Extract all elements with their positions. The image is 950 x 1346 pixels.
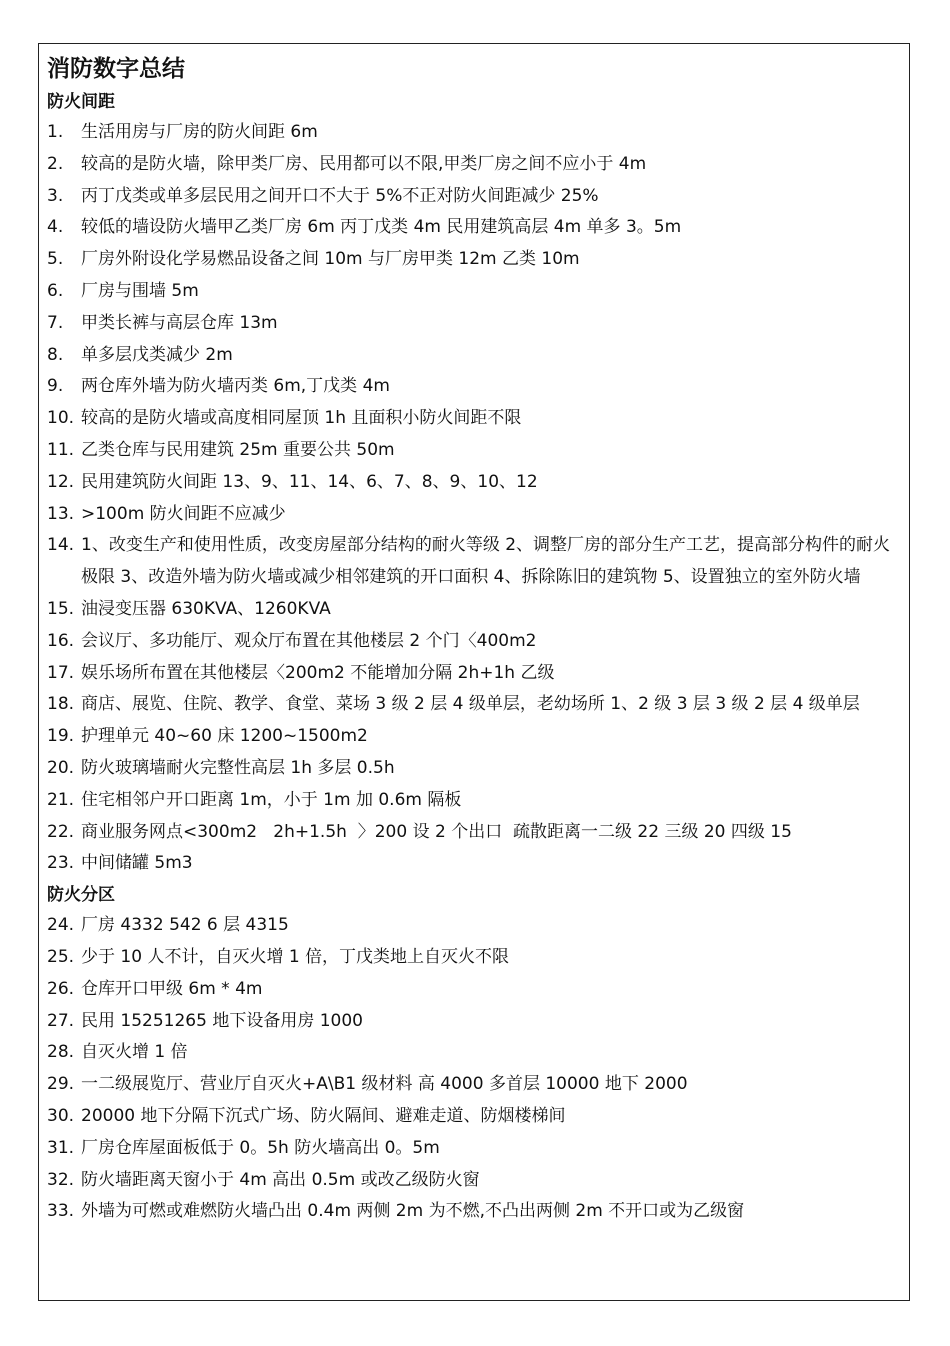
list-item-text: 生活用房与厂房的防火间距 6m bbox=[81, 122, 318, 142]
list-item bbox=[47, 1101, 899, 1133]
list-item bbox=[47, 848, 899, 880]
list-item bbox=[47, 212, 899, 244]
list-item bbox=[47, 1069, 899, 1101]
list-item-number: 7. bbox=[47, 312, 64, 333]
list-item-number: 21. bbox=[47, 789, 75, 810]
list-item-text: 厂房 4332 542 6 层 4315 bbox=[81, 915, 289, 936]
list-item-text: 防火墙距离天窗小于 4m 高出 0.5m 或改乙级防火窗 bbox=[81, 1169, 480, 1190]
list-item-text: 厂房外附设化学易燃品设备之间 10m 与厂房甲类 12m 乙类 10m bbox=[81, 249, 580, 270]
list-item-number: 29. bbox=[47, 1074, 75, 1095]
list-item bbox=[47, 1037, 899, 1069]
list-item bbox=[47, 1006, 899, 1038]
list-item-text: 娱乐场所布置在其他楼层〈200m2 不能增加分隔 2h+1h 乙级 bbox=[81, 662, 555, 683]
list-item-number: 28. bbox=[47, 1042, 75, 1063]
list-item-number: 15. bbox=[47, 598, 75, 619]
list-item bbox=[47, 785, 899, 817]
list-item-number: 2. bbox=[47, 153, 64, 174]
list-item bbox=[47, 340, 899, 372]
list-item-number: 9. bbox=[47, 376, 64, 397]
list-item-text: 油浸变压器 630KVA、1260KVA bbox=[81, 598, 331, 619]
list-item bbox=[47, 594, 899, 626]
list-item-text: 乙类仓库与民用建筑 25m 重要公共 50m bbox=[81, 439, 395, 460]
list-item bbox=[47, 942, 899, 974]
list-item-text: 厂房仓库屋面板低于 0。5h 防火墙高出 0。5m bbox=[81, 1137, 440, 1158]
list-item-text: 中间储罐 5m3 bbox=[81, 853, 193, 874]
list-item bbox=[47, 403, 899, 435]
list-item-number: 5. bbox=[47, 249, 64, 270]
list-item bbox=[47, 467, 899, 499]
list-item bbox=[47, 658, 899, 690]
list-item bbox=[47, 530, 899, 594]
list-item-number: 27. bbox=[47, 1010, 75, 1031]
list-item-number: 18. bbox=[47, 694, 75, 715]
list-item bbox=[47, 753, 899, 785]
list-item-number: 11. bbox=[47, 439, 75, 460]
list-item-text: >100m 防火间距不应减少 bbox=[81, 503, 286, 524]
list-item bbox=[47, 117, 899, 149]
list-item-number: 33. bbox=[47, 1201, 75, 1222]
list-item-text: 民用 15251265 地下设备用房 1000 bbox=[81, 1010, 364, 1031]
list-item bbox=[47, 181, 899, 213]
list-item bbox=[47, 626, 899, 658]
list-item-text: 少于 10 人不计，自灭火增 1 倍，丁戊类地上自灭火不限 bbox=[81, 946, 510, 967]
document-frame bbox=[38, 43, 910, 1301]
list-item-number: 25. bbox=[47, 946, 75, 967]
list-item-text: 护理单元 40~60 床 1200~1500m2 bbox=[81, 726, 368, 747]
list-item bbox=[47, 910, 899, 942]
list-item-number: 20. bbox=[47, 757, 75, 778]
list-item bbox=[47, 689, 899, 721]
list-item-number: 6. bbox=[47, 280, 64, 301]
list-item bbox=[47, 1133, 899, 1165]
list-item-text: 一二级展览厅、营业厅自灭火+A\B1 级材料 高 4000 多首层 10000 地下 2000 bbox=[81, 1074, 688, 1095]
list-item-text: 民用建筑防火间距 13、9、11、14、6、7、8、9、10、12 bbox=[81, 471, 538, 492]
list-item-text: 自灭火增 1 倍 bbox=[81, 1042, 188, 1063]
list-item-text: 住宅相邻户开口距离 1m，小于 1m 加 0.6m 隔板 bbox=[81, 789, 462, 810]
list-item-text: 外墙为可燃或难燃防火墙凸出 0.4m 两侧 2m 为不燃,不凸出两侧 2m 不开口或为乙级窗 bbox=[81, 1201, 745, 1222]
list-item-text: 较高的是防火墙，除甲类厂房、民用都可以不限,甲类厂房之间不应小于 4m bbox=[81, 153, 647, 174]
list-item bbox=[47, 1196, 899, 1228]
list-item-number: 14. bbox=[47, 535, 75, 556]
list-item-number: 1. bbox=[47, 122, 64, 142]
list-item-text: 会议厅、多功能厅、观众厅布置在其他楼层 2 个门〈400m2 bbox=[81, 630, 537, 651]
list-item-number: 8. bbox=[47, 344, 64, 365]
sections-container bbox=[47, 87, 899, 1228]
list-item-number: 19. bbox=[47, 726, 75, 747]
list-item-text: 商业服务网点<300m2 2h+1.5h 〉200 设 2 个出口 疏散距离一二级 22 三级 20 四级 15 bbox=[81, 821, 792, 842]
list-item-number: 26. bbox=[47, 978, 75, 999]
list-item-text: 厂房与围墙 5m bbox=[81, 280, 199, 301]
list-item-number: 12. bbox=[47, 471, 75, 492]
list-item bbox=[47, 817, 899, 849]
list-item bbox=[47, 308, 899, 340]
list-item bbox=[47, 244, 899, 276]
section-heading: 防火分区 bbox=[47, 885, 115, 906]
section-heading: 防火间距 bbox=[47, 92, 115, 112]
list-item-text: 甲类长裤与高层仓库 13m bbox=[81, 312, 278, 333]
list-item-text: 较低的墙设防火墙甲乙类厂房 6m 丙丁戊类 4m 民用建筑高层 4m 单多 3。5m bbox=[81, 217, 682, 238]
list-item-number: 13. bbox=[47, 503, 75, 524]
list-item bbox=[47, 1165, 899, 1197]
list-item-text: 商店、展览、住院、教学、食堂、菜场 3 级 2 层 4 级单层，老幼场所 1、2 级 3 层 3 级 2 层 4 级单层 bbox=[81, 694, 860, 715]
list-item-number: 30. bbox=[47, 1105, 75, 1126]
list-item-number: 10. bbox=[47, 408, 75, 429]
page-title: 消防数字总结 bbox=[47, 56, 185, 82]
list-item bbox=[47, 435, 899, 467]
list-item-text: 仓库开口甲级 6m * 4m bbox=[81, 978, 263, 999]
list-item bbox=[47, 499, 899, 531]
list-item-number: 31. bbox=[47, 1137, 75, 1158]
list-item-text: 防火玻璃墙耐火完整性高层 1h 多层 0.5h bbox=[81, 757, 395, 778]
list-item-number: 17. bbox=[47, 662, 75, 683]
list-item-text: 较高的是防火墙或高度相同屋顶 1h 且面积小防火间距不限 bbox=[81, 408, 522, 429]
list-item-text: 20000 地下分隔下沉式广场、防火隔间、避难走道、防烟楼梯间 bbox=[81, 1105, 566, 1126]
list-item-text: 丙丁戊类或单多层民用之间开口不大于 5%不正对防火间距减少 25% bbox=[81, 185, 599, 206]
list-item bbox=[47, 721, 899, 753]
list-item-number: 32. bbox=[47, 1169, 75, 1190]
numbered-list bbox=[47, 117, 899, 880]
list-item-number: 3. bbox=[47, 185, 64, 206]
list-item-number: 23. bbox=[47, 853, 75, 874]
list-item bbox=[47, 276, 899, 308]
list-item-text: 1、改变生产和使用性质，改变房屋部分结构的耐火等级 2、调整厂房的部分生产工艺，提高部分构件的耐火极限 3、改造外墙为防火墙或减少相邻建筑的开口面积 4、拆除陈旧的建筑物 5、设置独立的室外防火墙 bbox=[81, 535, 891, 588]
list-item-text: 两仓库外墙为防火墙丙类 6m,丁戊类 4m bbox=[81, 376, 390, 397]
list-item-number: 22. bbox=[47, 821, 75, 842]
list-item bbox=[47, 974, 899, 1006]
list-item-text: 单多层戊类减少 2m bbox=[81, 344, 233, 365]
list-item bbox=[47, 149, 899, 181]
list-item-number: 16. bbox=[47, 630, 75, 651]
list-item-number: 4. bbox=[47, 217, 64, 238]
numbered-list bbox=[47, 910, 899, 1228]
list-item-number: 24. bbox=[47, 915, 75, 936]
list-item bbox=[47, 371, 899, 403]
